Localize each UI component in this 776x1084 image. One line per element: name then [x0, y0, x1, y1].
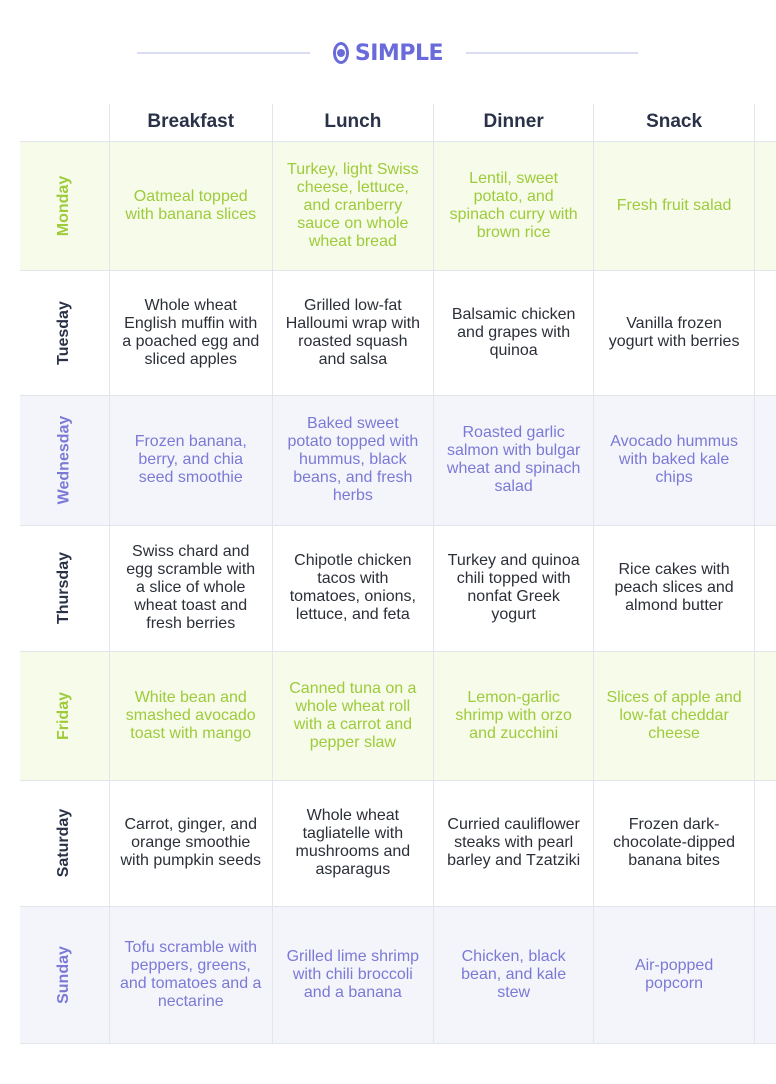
day-label: Thursday: [55, 551, 73, 625]
meal-cell-dinner: [433, 395, 594, 525]
meal-cell-lunch: [272, 525, 433, 651]
meal-cell-snack: [594, 395, 754, 525]
table-row-tuesday: [20, 270, 776, 395]
meal-text: Roasted garlic salmon with bulgar wheat and spinach salad: [446, 424, 581, 495]
meal-text: Avocado hummus with baked kale chips: [610, 433, 738, 486]
day-cell: [20, 780, 109, 906]
meal-text: Vanilla frozen yogurt with berries: [608, 314, 740, 350]
day-cell: [20, 906, 109, 1043]
day-label: Sunday: [55, 945, 73, 1004]
day-cell: [20, 395, 109, 525]
meal-cell-dinner: [433, 906, 594, 1043]
brand-logo[interactable]: [333, 37, 443, 69]
day-cell: [20, 141, 109, 270]
meal-cell-lunch: [272, 395, 433, 525]
day-cell: [20, 525, 109, 651]
logo-circle-icon: [333, 42, 349, 64]
day-label: Tuesday: [55, 300, 73, 365]
meal-text: Balsamic chicken and grapes with quinoa: [451, 305, 576, 359]
column-header-lunch: Lunch: [272, 104, 433, 141]
meal-cell-breakfast: [109, 525, 272, 651]
divider-right: [466, 52, 638, 54]
meal-cell-breakfast: [109, 270, 272, 395]
meal-cell-breakfast: [109, 395, 272, 525]
meal-cell-dinner: [433, 525, 594, 651]
meal-cell-breakfast: [109, 651, 272, 780]
meal-text: Turkey and quinoa chili topped with nonfat Greek yogurt: [447, 552, 580, 623]
edge-cell: [754, 525, 776, 651]
meal-cell-lunch: [272, 780, 433, 906]
meal-text: Carrot, ginger, and orange smoothie with pumpkin seeds: [120, 816, 261, 869]
column-header-snack: Snack: [594, 104, 754, 141]
table-row-friday: [20, 651, 776, 780]
brand-name: SIMPLE: [354, 40, 443, 66]
meal-text: Rice cakes with peach slices and almond butter: [614, 561, 734, 614]
edge-cell: [754, 104, 776, 141]
meal-cell-snack: [594, 651, 754, 780]
meal-text: Grilled lime shrimp with chili broccoli and a banana: [286, 947, 420, 1001]
meal-cell-breakfast: [109, 906, 272, 1043]
column-header-dinner: Dinner: [433, 104, 594, 141]
corner-cell: [20, 104, 109, 141]
meal-cell-dinner: [433, 270, 594, 395]
edge-cell: [754, 141, 776, 270]
meal-cell-lunch: [272, 651, 433, 780]
meal-text: Whole wheat tagliatelle with mushrooms and asparagus: [295, 807, 411, 878]
meal-text: Swiss chard and egg scramble with a slice of whole wheat toast and fresh berries: [126, 543, 256, 632]
day-label: Monday: [55, 175, 73, 236]
edge-cell: [754, 270, 776, 395]
meal-cell-snack: [594, 780, 754, 906]
table-row-saturday: [20, 780, 776, 906]
meal-text: Baked sweet potato topped with hummus, black beans, and fresh herbs: [287, 415, 419, 504]
day-cell: [20, 651, 109, 780]
meal-plan-table: [20, 104, 776, 1044]
table-row-thursday: [20, 525, 776, 651]
table-row-sunday: [20, 906, 776, 1043]
meal-cell-snack: [594, 141, 754, 270]
meal-text: Canned tuna on a whole wheat roll with a carrot and pepper slaw: [289, 679, 417, 751]
table-row-monday: [20, 141, 776, 270]
meal-text: Curried cauliflower steaks with pearl barley and Tzatziki: [447, 816, 581, 869]
meal-cell-dinner: [433, 780, 594, 906]
table-row-wednesday: [20, 395, 776, 525]
edge-cell: [754, 651, 776, 780]
day-label: Saturday: [55, 808, 73, 878]
meal-text: Fresh fruit salad: [616, 196, 732, 214]
day-label: Wednesday: [55, 415, 73, 505]
meal-text: White bean and smashed avocado toast with mango: [125, 688, 256, 742]
meal-cell-dinner: [433, 141, 594, 270]
meal-cell-lunch: [272, 141, 433, 270]
meal-text: Slices of apple and low-fat cheddar cheese: [606, 688, 742, 742]
meal-cell-breakfast: [109, 780, 272, 906]
meal-cell-snack: [594, 270, 754, 395]
meal-cell-snack: [594, 525, 754, 651]
meal-cell-dinner: [433, 651, 594, 780]
divider-left: [137, 52, 310, 54]
edge-cell: [754, 906, 776, 1043]
meal-text: Grilled low-fat Halloumi wrap with roasted squash and salsa: [285, 296, 420, 368]
meal-text: Tofu scramble with peppers, greens, and tomatoes and a nectarine: [120, 938, 262, 1010]
meal-text: Lentil, sweet potato, and spinach curry with brown rice: [449, 169, 578, 241]
meal-text: Oatmeal topped with banana slices: [125, 187, 257, 223]
meal-text: Frozen banana, berry, and chia seed smoothie: [134, 433, 247, 486]
edge-cell: [754, 395, 776, 525]
edge-cell: [754, 780, 776, 906]
brand-header: [0, 30, 776, 76]
meal-text: Whole wheat English muffin with a poached egg and sliced apples: [122, 296, 260, 368]
meal-text: Lemon-garlic shrimp with orzo and zucchini: [455, 688, 572, 742]
meal-text: Frozen dark-chocolate-dipped banana bites: [613, 816, 736, 869]
meal-text: Chicken, black bean, and kale stew: [461, 947, 567, 1001]
meal-cell-snack: [594, 906, 754, 1043]
meal-cell-lunch: [272, 906, 433, 1043]
day-label: Friday: [55, 691, 73, 740]
meal-cell-lunch: [272, 270, 433, 395]
meal-text: Turkey, light Swiss cheese, lettuce, and cranberry sauce on whole wheat bread: [287, 160, 419, 250]
meal-text: Air-popped popcorn: [634, 956, 714, 992]
meal-cell-breakfast: [109, 141, 272, 270]
day-cell: [20, 270, 109, 395]
meal-text: Chipotle chicken tacos with tomatoes, onions, lettuce, and feta: [289, 552, 416, 623]
column-header-breakfast: Breakfast: [109, 104, 272, 141]
table-header-row: [20, 104, 776, 141]
